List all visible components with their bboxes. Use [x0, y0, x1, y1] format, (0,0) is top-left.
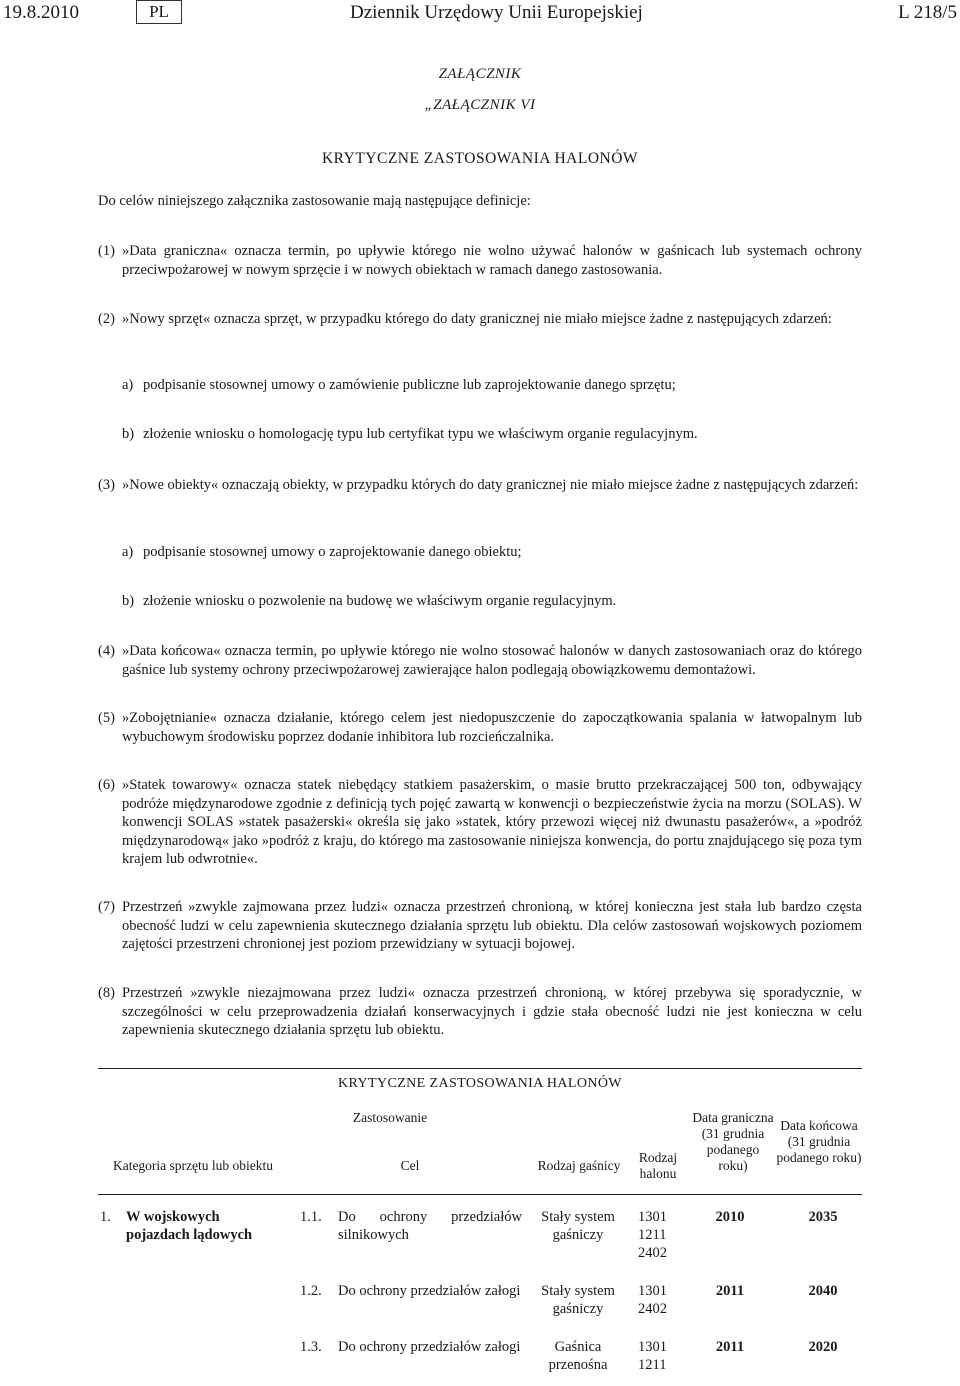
- definition-text: »Data graniczna« oznacza termin, po upływie którego nie wolno używać halonów w gaśnicach lub systemach ochrony przeciwpożarowej w nowym sprzęcie i w nowych obiektach w ramach danego zastosowania.: [122, 243, 862, 278]
- header-halon: Rodzaj halonu: [638, 1150, 678, 1181]
- definition-number: (3): [98, 477, 115, 493]
- publication-date: 19.8.2010: [3, 2, 79, 23]
- row-end: 2040: [808, 1283, 838, 1299]
- header-application: Zastosowanie: [352, 1110, 428, 1125]
- sub-item-letter: b): [122, 593, 135, 609]
- row-number: 1.2.: [300, 1283, 322, 1299]
- definition-number: (1): [98, 243, 115, 259]
- definition-number: (5): [98, 710, 115, 726]
- definition-text: »Nowy sprzęt« oznacza sprzęt, w przypadku którego do daty granicznej nie miało miejsce żadne z następujących zdarzeń:: [122, 311, 832, 327]
- halon-value: 1211: [638, 1227, 667, 1243]
- sub-item-text: podpisanie stosownej umowy o zaprojektowanie danego obiektu;: [143, 544, 522, 560]
- row-number: 1.3.: [300, 1339, 322, 1355]
- definition-number: (4): [98, 643, 115, 659]
- row-halons: [638, 1208, 667, 1262]
- row-purpose: Do ochrony przedziałów załogi: [338, 1339, 521, 1355]
- halon-value: 2402: [638, 1301, 667, 1317]
- definition-text: Przestrzeń »zwykle zajmowana przez ludzi« oznacza przestrzeń chronioną, w której konieczna jest stała lub bardzo częsta obecność ludzi w celu zapewnienia skutecznego działania sprzętu lub obiektu. Dla celów zastosowań wojskowych poziomem zajętości przestrzeni chronionej jest poziom przewidziany w sytuacji bojowej.: [122, 899, 862, 952]
- definition-text: »Data końcowa« oznacza termin, po upływie którego nie wolno stosować halonów w danych zastosowaniach oraz do którego gaśnice lub systemy ochrony przeciwpożarowej zawierające halon podlegają obowiązkowemu demontażowi.: [122, 643, 862, 678]
- row-halons: [638, 1338, 667, 1374]
- definition-number: (8): [98, 985, 115, 1001]
- row-purpose: Do ochrony przedziałów silnikowych: [338, 1209, 522, 1243]
- row-halons: [638, 1282, 667, 1318]
- definition-text: »Nowe obiekty« oznaczają obiekty, w przypadku których do daty granicznej nie miało miejsce żadne z następujących zdarzeń:: [122, 477, 859, 493]
- annex-sublabel: „ZAŁĄCZNIK VI: [424, 97, 536, 113]
- row-end: 2020: [808, 1339, 838, 1355]
- definition-text: »Statek towarowy« oznacza statek niebędący statkiem pasażerskim, o masie brutto przekraczającej 500 ton, odbywający podróże międzynarodowe zgodnie z definicją tych pojęć zawartą w konwencji o bezpieczeństwie życia na morzu (SOLAS). W konwencji SOLAS »statek pasażerski« określa się jako »statek, który przewozi więcej niż dwunastu pasażerów«, a »podróż międzynarodową« jako »podróż z kraju, do którego ma zastosowanie niniejsza konwencja, do portu znajdującego się poza tym krajem lub odwrotnie«.: [122, 777, 862, 867]
- halon-value: 1301: [638, 1339, 667, 1355]
- row-cutoff: 2011: [715, 1283, 745, 1299]
- row-end: 2035: [808, 1209, 838, 1225]
- definition-number: (7): [98, 899, 115, 915]
- annex-label: ZAŁĄCZNIK: [438, 66, 522, 82]
- sub-item-text: podpisanie stosownej umowy o zamówienie publiczne lub zaprojektowanie danego sprzętu;: [143, 377, 676, 393]
- halon-value: 1301: [638, 1283, 667, 1299]
- definition-text: Przestrzeń »zwykle niezajmowana przez ludzi« oznacza przestrzeń chronioną, w której przebywa się sporadycznie, w szczególności w celu przeprowadzenia działań konserwacyjnych i gdzie stała obecność ludzi nie jest konieczna w celu zapewnienia skutecznego działania sprzętu lub obiektu.: [122, 985, 862, 1038]
- sub-item-text: złożenie wniosku o homologację typu lub certyfikat typu we właściwym organie regulacyjnym.: [143, 426, 698, 442]
- sub-item-letter: b): [122, 426, 135, 442]
- row-number: 1.1.: [300, 1209, 322, 1225]
- table-top-rule: [98, 1068, 862, 1069]
- header-cutoff: Data graniczna (31 grudnia podanego roku): [692, 1110, 774, 1173]
- row-cutoff: 2010: [715, 1209, 745, 1225]
- sub-item-letter: a): [122, 377, 134, 393]
- language-badge: PL: [136, 0, 182, 24]
- category-label: W wojskowych pojazdach lądowych: [126, 1209, 253, 1243]
- category-number: 1.: [100, 1209, 111, 1225]
- header-extinguisher: Rodzaj gaśnicy: [537, 1158, 621, 1173]
- row-extinguisher: Gaśnica przenośna: [548, 1339, 608, 1373]
- header-purpose: Cel: [400, 1158, 420, 1173]
- page-header: [0, 0, 960, 26]
- halon-value: 2402: [638, 1245, 667, 1261]
- sub-item-text: złożenie wniosku o pozwolenie na budowę we właściwym organie regulacyjnym.: [143, 593, 617, 609]
- halon-value: 1211: [638, 1357, 667, 1373]
- row-extinguisher: Stały system gaśniczy: [541, 1209, 615, 1243]
- row-purpose: Do ochrony przedziałów załogi: [338, 1283, 521, 1299]
- definition-number: (2): [98, 311, 115, 327]
- section-heading: KRYTYCZNE ZASTOSOWANIA HALONÓW: [321, 150, 639, 167]
- definition-number: (6): [98, 777, 115, 793]
- header-enddate: Data końcowa (31 grudnia podanego roku): [776, 1118, 862, 1165]
- table-header-rule: [98, 1194, 862, 1195]
- row-cutoff: 2011: [715, 1339, 745, 1355]
- sub-item-letter: a): [122, 544, 134, 560]
- header-category: Kategoria sprzętu lub obiektu: [112, 1158, 274, 1173]
- intro-text: Do celów niniejszego załącznika zastosowanie mają następujące definicje:: [98, 193, 531, 209]
- page-number: L 218/5: [898, 2, 957, 23]
- definition-text: »Zobojętnianie« oznacza działanie, którego celem jest niedopuszczenie do zapoczątkowania spalania w łatwopalnym lub wybuchowym środowisku poprzez dodanie inhibitora lub rozcieńczalnika.: [122, 710, 862, 745]
- row-extinguisher: Stały system gaśniczy: [541, 1283, 615, 1317]
- halon-value: 1301: [638, 1209, 667, 1225]
- journal-title: Dziennik Urzędowy Unii Europejskiej: [350, 2, 643, 23]
- table-title: KRYTYCZNE ZASTOSOWANIA HALONÓW: [338, 1076, 622, 1091]
